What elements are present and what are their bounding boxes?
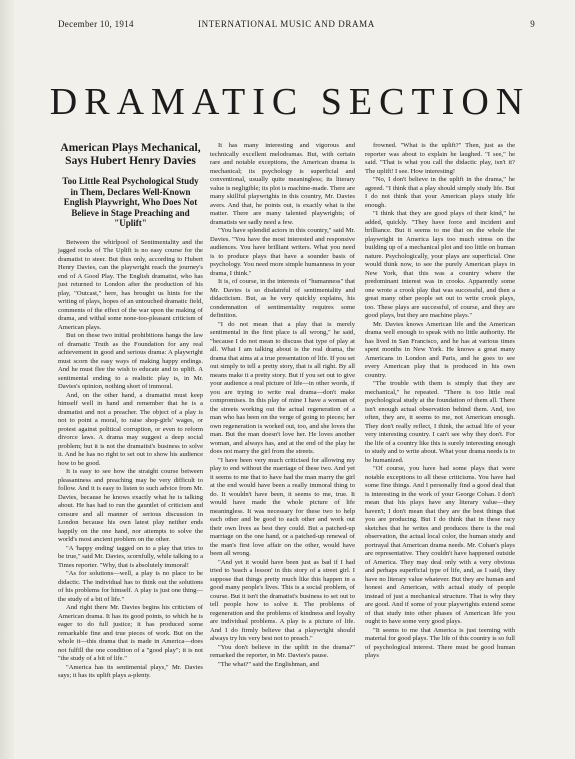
publication-name: INTERNATIONAL MUSIC AND DRAMA [198, 19, 375, 29]
paragraph: "It seems to me that America is just teeming with material for good plays. The life of this country is so full of psychological interest. There must be good human plays [365, 626, 515, 659]
running-header [58, 19, 535, 33]
paragraph: "And yet it would have been just as bad if I had tried to 'teach a lesson' in this story of a street girl. I suppose that things pretty much like this happen in a good many people's lives. This is a social problem, of course. But it isn't the dramatist's business to set out to tell people how to solve it. The problems of regeneration and the problems of kindness and loyalty are individual problems. A play is a picture of life. And I do firmly believe that a playwright should always try his very best not to preach." [210, 558, 355, 642]
paragraph: "I have been very much criticised for allowing my play to end without the marriage of these two. And yet it seems to me that to have had the man marry the girl at the end would have been a really immoral thing to do. It wouldn't have been, it seems to me, true. It would have made the whole picture of life meaningless. It was necessary for these two to help each other and be good to each other and work out their own lives as best they could. But a patched-up marriage on the one hand, or a patched-up renewal of the man's first love affair on the other, would have been all wrong. [210, 456, 355, 557]
paragraph: And, on the other hand, a dramatist must keep himself well in hand and remember that he is a dramatist and not a preacher. The object of a play is not to point a moral, to raise shop-girls' wages, or protest against political corruption, or even to reform divorce laws. A drama may suggest a deep social problem; but it is not the dramatist's business to solve it. And he has no right to set out to show his audience how to be good. [58, 391, 203, 467]
paragraph: "The trouble with them is simply that they are mechanical," he repeated. "There is too little real psychological study at the foundation of them all. There isn't enough actual observation behind them. And, too often, they are, it seems to me, not American enough. They don't really reflect, I think, the actual life of your very interesting country. I can't see why they don't. For the life of a country like this is surely interesting enough to study and to write about. What your drama needs is to be humanized. [365, 380, 515, 464]
issue-date: December 10, 1914 [58, 19, 134, 29]
article-subhead: Too Little Real Psychological Study in Them, Declares Well-Known English Playwright, Who Does Not Believe in Stage Preaching and "Uplift" [62, 176, 199, 228]
column-3 [365, 142, 515, 661]
paragraph: frowned. "What is the uplift?" Then, just as the reporter was about to explain he laughed. "I see," he said. "That is what you call the didactic play, isn't it? The uplift! I see. How interesting! [365, 142, 515, 175]
paragraph: It is, of course, in the interests of "humanness" that Mr. Davies is so disdainful of sentimentality and didacticism. But, as he very quickly explains, his condemnation of sentimentality requires some definition. [210, 278, 355, 319]
paragraph: Mr. Davies knows American life and the American drama well enough to speak with no little authority. He has lived in San Francisco, and he has at various times spent months in New York. He knows a great many Americans in London and Paris, and he goes to see every American play that is produced in his own country. [365, 320, 515, 379]
paragraph: It has many interesting and vigorous and technically excellent melodramas. But, with certain rare and notable exceptions, the American drama is mechanical; its psychology is superficial and conventional, usually quite meaningless; its literary value is negligible; its plot is machine-made. There are many skillful playwrights in this country, Mr. Davies avers. And that, he points out, is exactly what is the matter. There are many talented playwrights; of dramatists we sadly need a few. [210, 142, 355, 226]
column-2 [210, 142, 355, 669]
paragraph: "I think that they are good plays of their kind," he added, quickly. "They have force and incident and brilliance. But it seems to me that on the whole the playwright in America lays too much stress on the building up of a mechanical plot and too little on human nature. Psychologically, your plays are superficial. One would think now, to see the purely American plays in New York, that this was a country where the predominant interest was in crooks. Apparently some one wrote a crook play that was successful, and then a great many other people set out to write crook plays, too. These plays are successful, of course, and they are good plays, but they are machine plays." [365, 210, 515, 319]
section-title: DRAMATIC SECTION [49, 81, 531, 123]
column-1 [58, 142, 203, 681]
paragraph: "No, I don't believe in the uplift in the drama," he agreed. "I think that a play should simply study life. But I do not think that your American plays study life enough. [365, 176, 515, 209]
paragraph: "I do not mean that a play that is merely sentimental in the first place is all wrong," he said, "because I do not mean to discuss that type of play at all. What I am talking about is the real drama, the drama that aims at a true presentation of life. If you set out simply to tell a pretty story, that is all right. By all means make it a pretty story. But if you set out to give your audience a real picture of life—in other words, if you are trying to write real drama—don't make compromises. In this play of mine I have a woman of the streets working out the actual regeneration of a man who has been on the verge of going to pieces; her own regeneration is worked out, too, and she loves the man. But the man doesn't love her. He loves another woman, and always has, and at the end of the play he does not marry the girl from the streets. [210, 320, 355, 455]
paragraph: "You have splendid actors in this country," said Mr. Davies. "You have the most interested and responsive audiences. You have brilliant writers. What you need is to produce plays that have a sounder basis of psychology. You need more simple humanness in your drama, I think." [210, 227, 355, 277]
paragraph: "You don't believe in the uplift in the drama?" remarked the reporter, in Mr. Davies's pause. [210, 643, 355, 659]
paragraph: "Of course, you have had some plays that were notable exceptions to all these criticisms. You have had some fine things. And I personally find a good deal that is interesting in the work of your George Cohan. I don't mean that his plays have any literary value—they haven't; I don't mean that they are the best things that you are producing. But I do think that in these racy sketches that he writes and produces there is the real observation, the actual local color, the human study and portrayal that American drama needs. Mr. Cohan's plays are representative. They couldn't have happened outside of America. They may deal only with a very obvious and perhaps superficial type of life, and, as I said, they have no literary value whatever. But they are human and honest and American, with actual study of people instead of just a mechanical structure. That is why they are good. And if some of your playwrights extend some of that study into other phases of American life you ought to have some very good plays. [365, 465, 515, 625]
paragraph: And right there Mr. Davies begins his criticism of American drama. It has its good points, to which he is eager to do full justice; it has produced some remarkable fine and true pieces of work. But on the whole it—this drama that is made in America—does not fulfill the one condition of a "good play"; it is not "the study of a bit of life." [58, 604, 203, 662]
page-number: 9 [530, 19, 535, 29]
paragraph: Between the whirlpool of Sentimentality and the jagged rocks of The Uplift is no easy course for the dramatist to steer. But thus only, according to Hubert Henry Davies, can the playwright reach the journey's end of A Good Play. The English dramatist, who has just returned to London after the production of his play, "Outcast," here, has brought us hints for the writing of plays, hopes of an untouched dramatic field, comments of the effect of the war upon the making of drama, and withal some none-too-pleasant criticism of American plays. [58, 238, 203, 331]
page-edge [0, 0, 14, 759]
paragraph: "A 'happy ending' tagged on to a play that tries to be true," said Mr. Davies, scornfully, while talking to a Times reporter. "Why, that is absolutely immoral! [58, 544, 203, 569]
paragraph: "As for solutions—well, a play is no place to be didactic. The individual has to think out the solutions of his problems for himself. A play is just one thing—the study of a bit of life." [58, 570, 203, 603]
paragraph: But on these two initial prohibitions hangs the law of dramatic Truth as the Foundation for any real achievement in good and serious drama: A playwright must scorn the easy ways of making happy endings. And he must flee the wish to educate and to uplift. A sentimental ending to a realistic play is, in Mr. Davies's opinion, nothing short of immoral. [58, 332, 203, 390]
paragraph: "America has its sentimental plays," Mr. Davies says; it has its uplift plays a-plenty. [58, 663, 203, 679]
paragraph: It is easy to see how the straight course between pleasantness and preaching may be very difficult to follow. And it is easy to listen to such advice from Mr. Davies, because he knows exactly what he is talking about. He has had to run the gauntlet of criticism and censure and all manner of serious discussion in London because his own latest play neither ends happily on the one hand, nor attempts to solve the world's most ancient problem on the other. [58, 468, 203, 543]
article-headline: American Plays Mechanical, Says Hubert Henry Davies [60, 142, 201, 167]
paragraph: "The what?" said the Englishman, and [218, 660, 319, 668]
